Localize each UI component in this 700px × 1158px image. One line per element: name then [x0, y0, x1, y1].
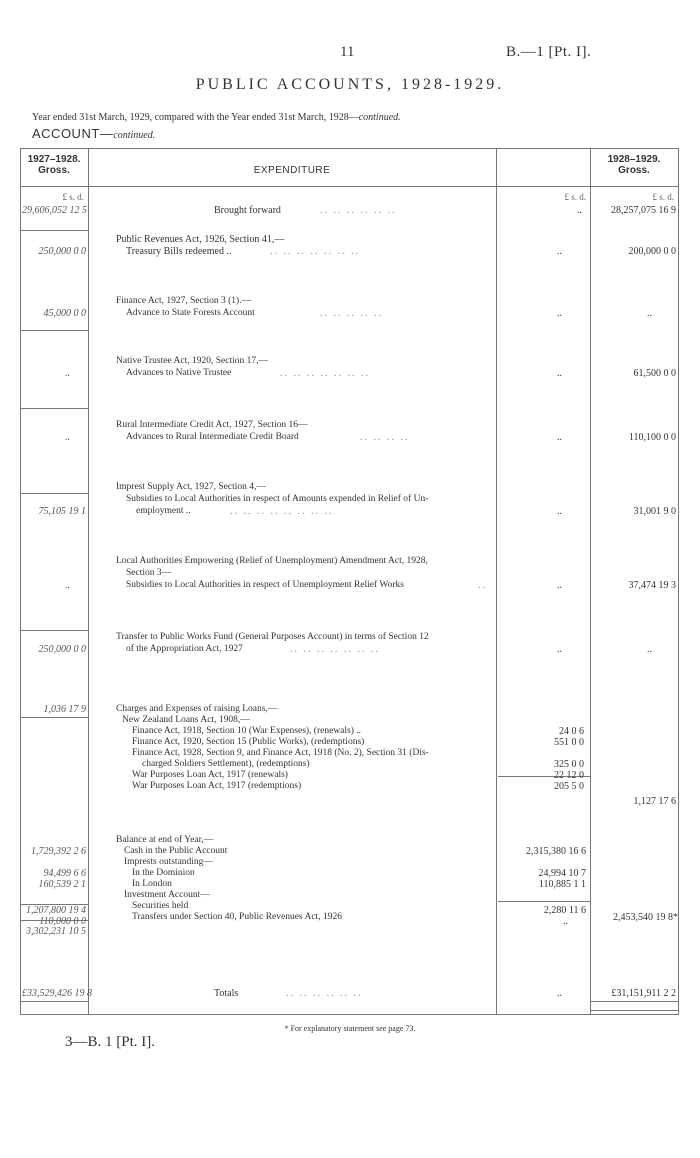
- nt-curr: 61,500 0 0: [633, 368, 676, 379]
- dots: .. .. .. ..: [360, 432, 410, 443]
- footnote: * For explanatory statement see page 73.: [284, 1024, 416, 1033]
- page-number: 11: [340, 44, 355, 60]
- header-1928-gross: Gross.: [618, 165, 650, 176]
- f27-label: Advance to State Forests Account: [126, 308, 255, 318]
- col-divider-1: [88, 148, 89, 1015]
- f27-heading: Finance Act, 1927, Section 3 (1).—: [116, 296, 252, 306]
- dots: .. .. .. .. .. .. ..: [290, 644, 380, 655]
- dots: .. .. .. .. .. ..: [320, 205, 397, 216]
- bal-subtotal-curr: 2,453,540 19 8*: [613, 912, 678, 923]
- bal-transfers-mid: ..: [563, 916, 568, 927]
- nt-heading: Native Trustee Act, 1920, Section 17,—: [116, 356, 268, 366]
- subtotal-rule: [498, 901, 590, 902]
- rc-prev: ..: [65, 432, 70, 443]
- dots: .. .. .. .. .. ..: [286, 988, 363, 999]
- header-1928-year: 1928–1929.: [607, 154, 661, 165]
- loans-prev: 1,036 17 9: [43, 704, 86, 715]
- header-1927-year: 1927–1928.: [27, 154, 81, 165]
- pw-mid: ..: [557, 644, 562, 655]
- f27-prev: 45,000 0 0: [43, 308, 86, 319]
- la-curr: 37,474 19 3: [628, 580, 676, 591]
- header-1927-gross: Gross.: [38, 165, 70, 176]
- header-1928: [590, 154, 678, 176]
- la-prev: ..: [65, 580, 70, 591]
- f27-curr: ..: [647, 308, 652, 319]
- pr-prev: 250,000 0 0: [38, 246, 86, 257]
- loan-item-label: War Purposes Loan Act, 1917 (renewals): [132, 770, 288, 780]
- bal-securities-prev: 1,207,800 19 4: [26, 905, 86, 916]
- table-top-border: [20, 148, 679, 149]
- subtitle-main: Year ended 31st March, 1929, compared with the Year ended 31st March, 1928—: [32, 112, 359, 123]
- loan-item-value: 205 5 0: [554, 781, 584, 792]
- totals-mid: ..: [557, 988, 562, 999]
- loan-item-label: Finance Act, 1918, Section 10 (War Expenses), (renewals) ..: [132, 726, 362, 736]
- nt-mid: ..: [557, 368, 562, 379]
- dots: .. .. .. .. .. .. .. ..: [230, 506, 334, 517]
- loan-item-label: Finance Act, 1928, Section 9, and Finance Act, 1918 (No. 2), Section 31 (Dis-: [132, 748, 429, 758]
- bal-investment-label: Investment Account—: [124, 890, 210, 900]
- header-divider: [20, 186, 679, 187]
- account-label-text: ACCOUNT—: [32, 126, 114, 141]
- pr-mid: ..: [557, 246, 562, 257]
- bal-cash-mid: 2,315,380 16 6: [526, 846, 586, 857]
- expenditure-table: [20, 148, 679, 1015]
- units-left: £ s. d.: [62, 192, 84, 202]
- im-prev: 75,105 19 1: [38, 506, 86, 517]
- dots: ..: [478, 580, 487, 591]
- loan-item-label: charged Soldiers Settlement), (redemptions): [142, 759, 310, 769]
- rc-heading: Rural Intermediate Credit Act, 1927, Section 16—: [116, 420, 308, 430]
- bal-dominion-mid: 24,994 10 7: [538, 868, 586, 879]
- row-sep: [20, 230, 88, 231]
- dots: .. .. .. .. .. .. ..: [270, 246, 360, 257]
- bal-london-label: In London: [132, 879, 172, 889]
- header-1927: [20, 154, 88, 176]
- im-label-1: Subsidies to Local Authorities in respect of Amounts expended in Relief of Un-: [126, 494, 429, 504]
- table-left-border: [20, 148, 21, 1015]
- units-mid: £ s. d.: [564, 192, 586, 202]
- loans-heading: Charges and Expenses of raising Loans,—: [116, 704, 278, 714]
- loan-item-value: 325 0 0: [554, 759, 584, 770]
- rc-curr: 110,100 0 0: [628, 432, 676, 443]
- bf-label: Brought forward: [214, 205, 281, 216]
- nt-label: Advances to Native Trustee: [126, 368, 232, 378]
- pr-label: Treasury Bills redeemed ..: [126, 246, 232, 257]
- page-subtitle: [32, 112, 401, 123]
- rc-mid: ..: [557, 432, 562, 443]
- im-label-2: employment ..: [136, 506, 191, 516]
- row-sep: [20, 1001, 88, 1002]
- pr-curr: 200,000 0 0: [628, 246, 676, 257]
- row-sep: [20, 493, 88, 494]
- bf-curr: 28,257,075 16 9: [611, 205, 676, 216]
- pw-prev: 250,000 0 0: [38, 644, 86, 655]
- bal-london-prev: 160,539 2 1: [38, 879, 86, 890]
- row-sep: [20, 630, 88, 631]
- units-right: £ s. d.: [652, 192, 674, 202]
- bf-mid: ..: [577, 205, 582, 216]
- bal-transfers-label: Transfers under Section 40, Public Revenues Act, 1926: [132, 912, 342, 922]
- bal-securities-label: Securities held: [132, 901, 189, 911]
- totals-curr: £31,151,911 2 2: [611, 988, 676, 999]
- la-mid: ..: [557, 580, 562, 591]
- row-sep: [20, 408, 88, 409]
- pr-heading: Public Revenues Act, 1926, Section 41,—: [116, 234, 285, 245]
- document-code: B.—1 [Pt. I].: [506, 44, 592, 60]
- dots: .. .. .. .. ..: [320, 308, 383, 319]
- table-right-border: [678, 148, 679, 1015]
- loan-item-value: 551 0 0: [554, 737, 584, 748]
- dots: .. .. .. .. .. .. ..: [280, 368, 370, 379]
- la-heading-1: Local Authorities Empowering (Relief of Unemployment) Amendment Act, 1928,: [116, 556, 428, 566]
- totals-rule: [590, 1001, 678, 1002]
- page-title: PUBLIC ACCOUNTS, 1928-1929.: [195, 76, 505, 93]
- header-expenditure: EXPENDITURE: [253, 165, 331, 176]
- bal-london-mid: 110,885 1 1: [538, 879, 586, 890]
- col-divider-3: [590, 148, 591, 1015]
- bal-securities-mid: 2,280 11 6: [543, 905, 586, 916]
- bal-subtotal-prev: 3,302,231 10 5: [26, 926, 86, 937]
- pw-label-2: of the Appropriation Act, 1927: [126, 644, 243, 654]
- loans-sub: New Zealand Loans Act, 1908,—: [122, 715, 250, 725]
- im-mid: ..: [557, 506, 562, 517]
- totals-label: Totals: [214, 988, 239, 999]
- bal-dominion-prev: 94,499 6 6: [43, 868, 86, 879]
- nt-prev: ..: [65, 368, 70, 379]
- pw-curr: ..: [647, 644, 652, 655]
- loan-item-label: Finance Act, 1920, Section 15 (Public Works), (redemptions): [132, 737, 365, 747]
- la-label: Subsidies to Local Authorities in respect of Unemployment Relief Works: [126, 580, 404, 590]
- loan-item-value: 24 0 6: [559, 726, 584, 737]
- totals-prev: £33,529,426 19 8: [22, 988, 92, 999]
- bal-cash-prev: 1,729,392 2 6: [31, 846, 86, 857]
- row-sep: [20, 330, 88, 331]
- bal-imprests-label: Imprests outstanding—: [124, 857, 213, 867]
- bal-cash-label: Cash in the Public Account: [124, 846, 228, 856]
- loan-item-label: War Purposes Loan Act, 1917 (redemptions): [132, 781, 302, 791]
- bottom-page-code: 3—B. 1 [Pt. I].: [65, 1034, 155, 1050]
- table-bottom-border: [20, 1014, 679, 1015]
- bal-heading: Balance at end of Year,—: [116, 835, 214, 845]
- col-divider-2: [496, 148, 497, 1015]
- totals-double-rule: [590, 1010, 678, 1011]
- rc-label: Advances to Rural Intermediate Credit Board: [126, 432, 299, 442]
- account-label: [32, 126, 155, 141]
- bf-prev: 29,606,052 12 5: [22, 205, 87, 216]
- bal-dominion-label: In the Dominion: [132, 868, 195, 878]
- f27-mid: ..: [557, 308, 562, 319]
- im-curr: 31,001 9 0: [633, 506, 676, 517]
- account-continued: continued.: [113, 130, 156, 141]
- subtitle-continued: continued.: [358, 112, 401, 123]
- loans-curr: 1,127 17 6: [633, 796, 676, 807]
- pw-label-1: Transfer to Public Works Fund (General Purposes Account) in terms of Section 12: [116, 632, 429, 642]
- row-sep: [20, 717, 88, 718]
- bal-transfers-prev: 110,000 0 0: [39, 916, 86, 927]
- la-heading-2: Section 3—: [126, 568, 172, 578]
- loan-item-value: 22 12 0: [554, 770, 584, 781]
- im-heading: Imprest Supply Act, 1927, Section 4,—: [116, 482, 266, 492]
